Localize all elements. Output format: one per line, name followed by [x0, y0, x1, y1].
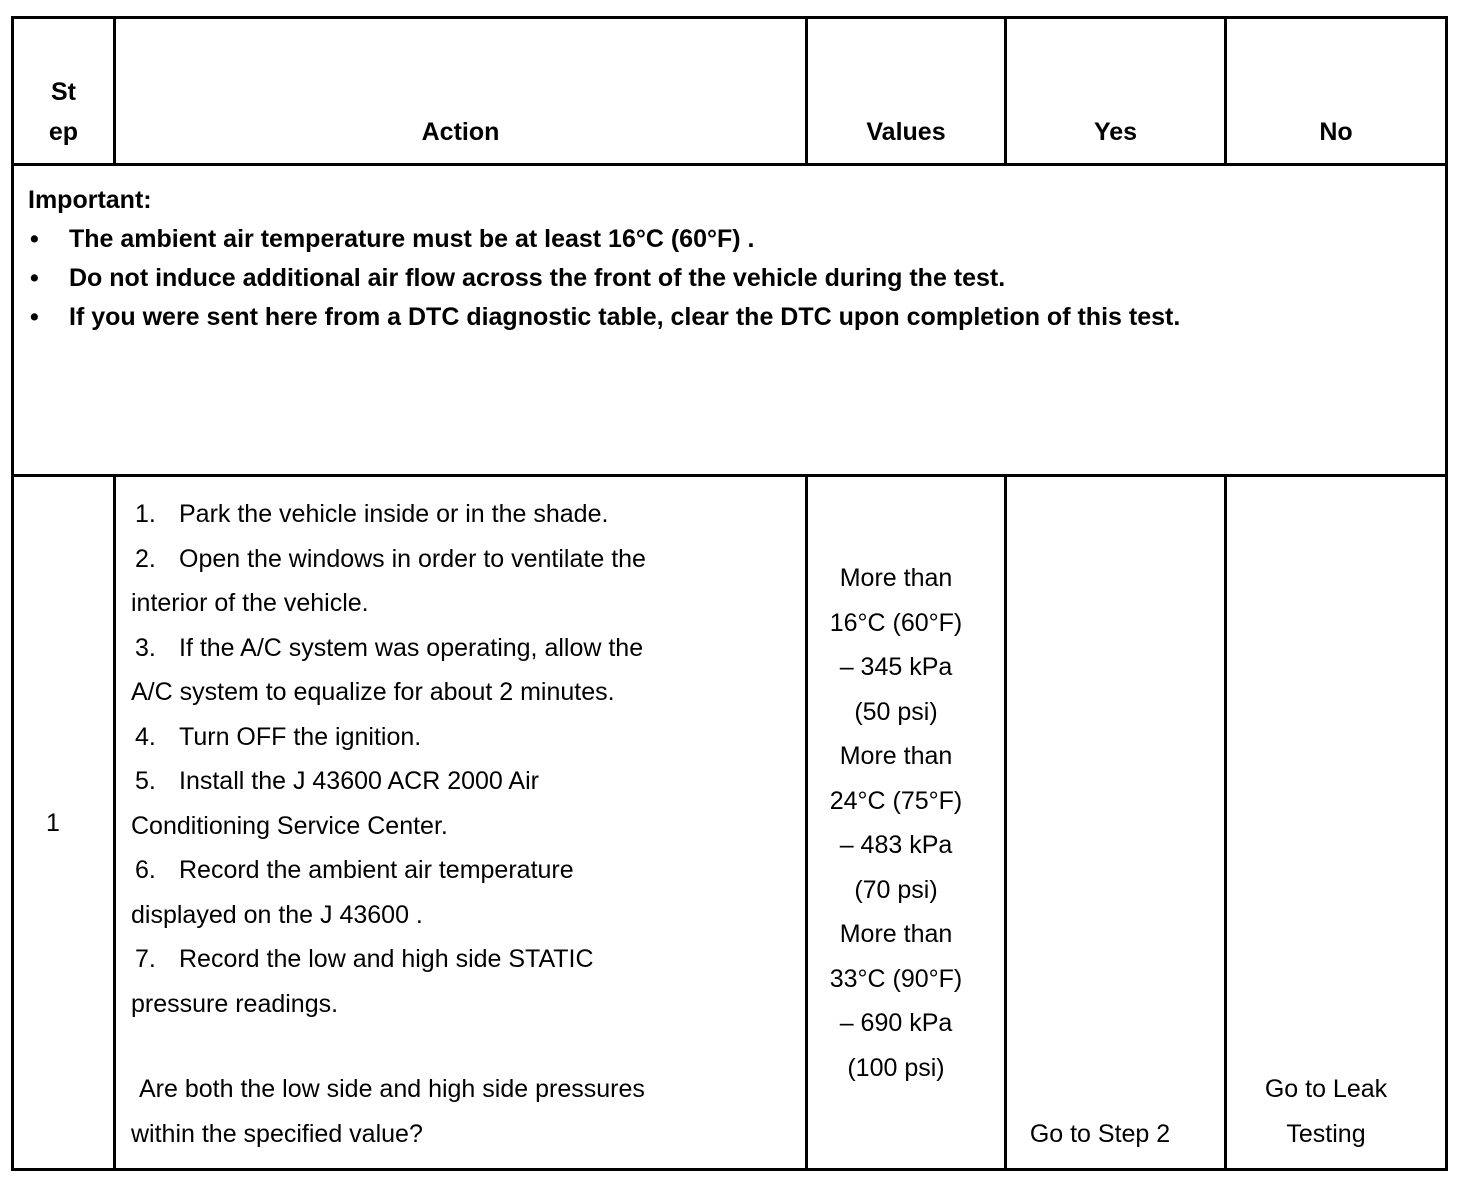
- value-line: More than: [839, 742, 953, 770]
- value-line: (100 psi): [847, 1054, 945, 1082]
- header-values: Values: [866, 118, 946, 146]
- important-title: Important:: [28, 186, 152, 214]
- important-bullet: Do not induce additional air flow across the front of the vehicle during the test.: [69, 264, 1006, 292]
- action-step-text: Conditioning Service Center.: [131, 812, 448, 840]
- border-left: [11, 16, 14, 1171]
- no-result: Testing: [1286, 1120, 1366, 1148]
- value-line: (50 psi): [854, 698, 938, 726]
- important-bottom-rule: [11, 474, 1448, 477]
- header-step-line2: ep: [48, 118, 79, 146]
- bullet-icon: •: [30, 264, 39, 292]
- step-number: 1: [46, 809, 60, 837]
- action-step-number: 2.: [135, 545, 156, 573]
- header-action: Action: [421, 118, 500, 146]
- border-bottom: [11, 1168, 1448, 1171]
- value-line: 24°C (75°F): [829, 787, 963, 815]
- no-result: Go to Leak: [1264, 1075, 1388, 1103]
- header-yes: Yes: [1093, 118, 1138, 146]
- action-question: Are both the low side and high side pressures: [139, 1075, 645, 1103]
- action-step-text: pressure readings.: [131, 990, 339, 1018]
- header-no: No: [1319, 118, 1353, 146]
- value-line: – 483 kPa: [839, 831, 953, 859]
- action-step-text: displayed on the J 43600 .: [131, 901, 423, 929]
- header-bottom-rule: [11, 163, 1448, 166]
- action-step-number: 3.: [135, 634, 156, 662]
- border-right: [1445, 16, 1448, 1171]
- value-line: 16°C (60°F): [829, 609, 963, 637]
- action-step-text: interior of the vehicle.: [131, 589, 369, 617]
- action-step-number: 5.: [135, 767, 156, 795]
- important-bullet: If you were sent here from a DTC diagnostic table, clear the DTC upon completion of this test.: [69, 303, 1181, 331]
- value-line: (70 psi): [854, 876, 938, 904]
- action-step-text: Turn OFF the ignition.: [179, 723, 422, 751]
- action-step-text: Record the ambient air temperature: [179, 856, 574, 884]
- action-step-text: Record the low and high side STATIC: [179, 945, 594, 973]
- col-divider-1-row: [113, 474, 116, 1171]
- value-line: 33°C (90°F): [829, 965, 963, 993]
- action-question: within the specified value?: [131, 1120, 423, 1148]
- value-line: – 690 kPa: [839, 1009, 953, 1037]
- value-line: More than: [839, 920, 953, 948]
- action-step-text: A/C system to equalize for about 2 minutes.: [131, 678, 615, 706]
- action-step-number: 6.: [135, 856, 156, 884]
- action-step-text: Install the J 43600 ACR 2000 Air: [179, 767, 539, 795]
- value-line: More than: [839, 564, 953, 592]
- action-step-number: 4.: [135, 723, 156, 751]
- action-step-number: 1.: [135, 500, 156, 528]
- action-step-text: Open the windows in order to ventilate the: [179, 545, 646, 573]
- action-step-number: 7.: [135, 945, 156, 973]
- important-bullet: The ambient air temperature must be at least 16°C (60°F) .: [69, 225, 755, 253]
- bullet-icon: •: [30, 225, 39, 253]
- col-divider-3-row: [1004, 474, 1007, 1171]
- yes-result: Go to Step 2: [1029, 1120, 1171, 1148]
- header-step-line1: St: [51, 78, 76, 106]
- border-top: [11, 16, 1448, 19]
- bullet-icon: •: [30, 303, 39, 331]
- action-step-text: Park the vehicle inside or in the shade.: [179, 500, 609, 528]
- value-line: – 345 kPa: [839, 653, 953, 681]
- action-step-text: If the A/C system was operating, allow the: [179, 634, 644, 662]
